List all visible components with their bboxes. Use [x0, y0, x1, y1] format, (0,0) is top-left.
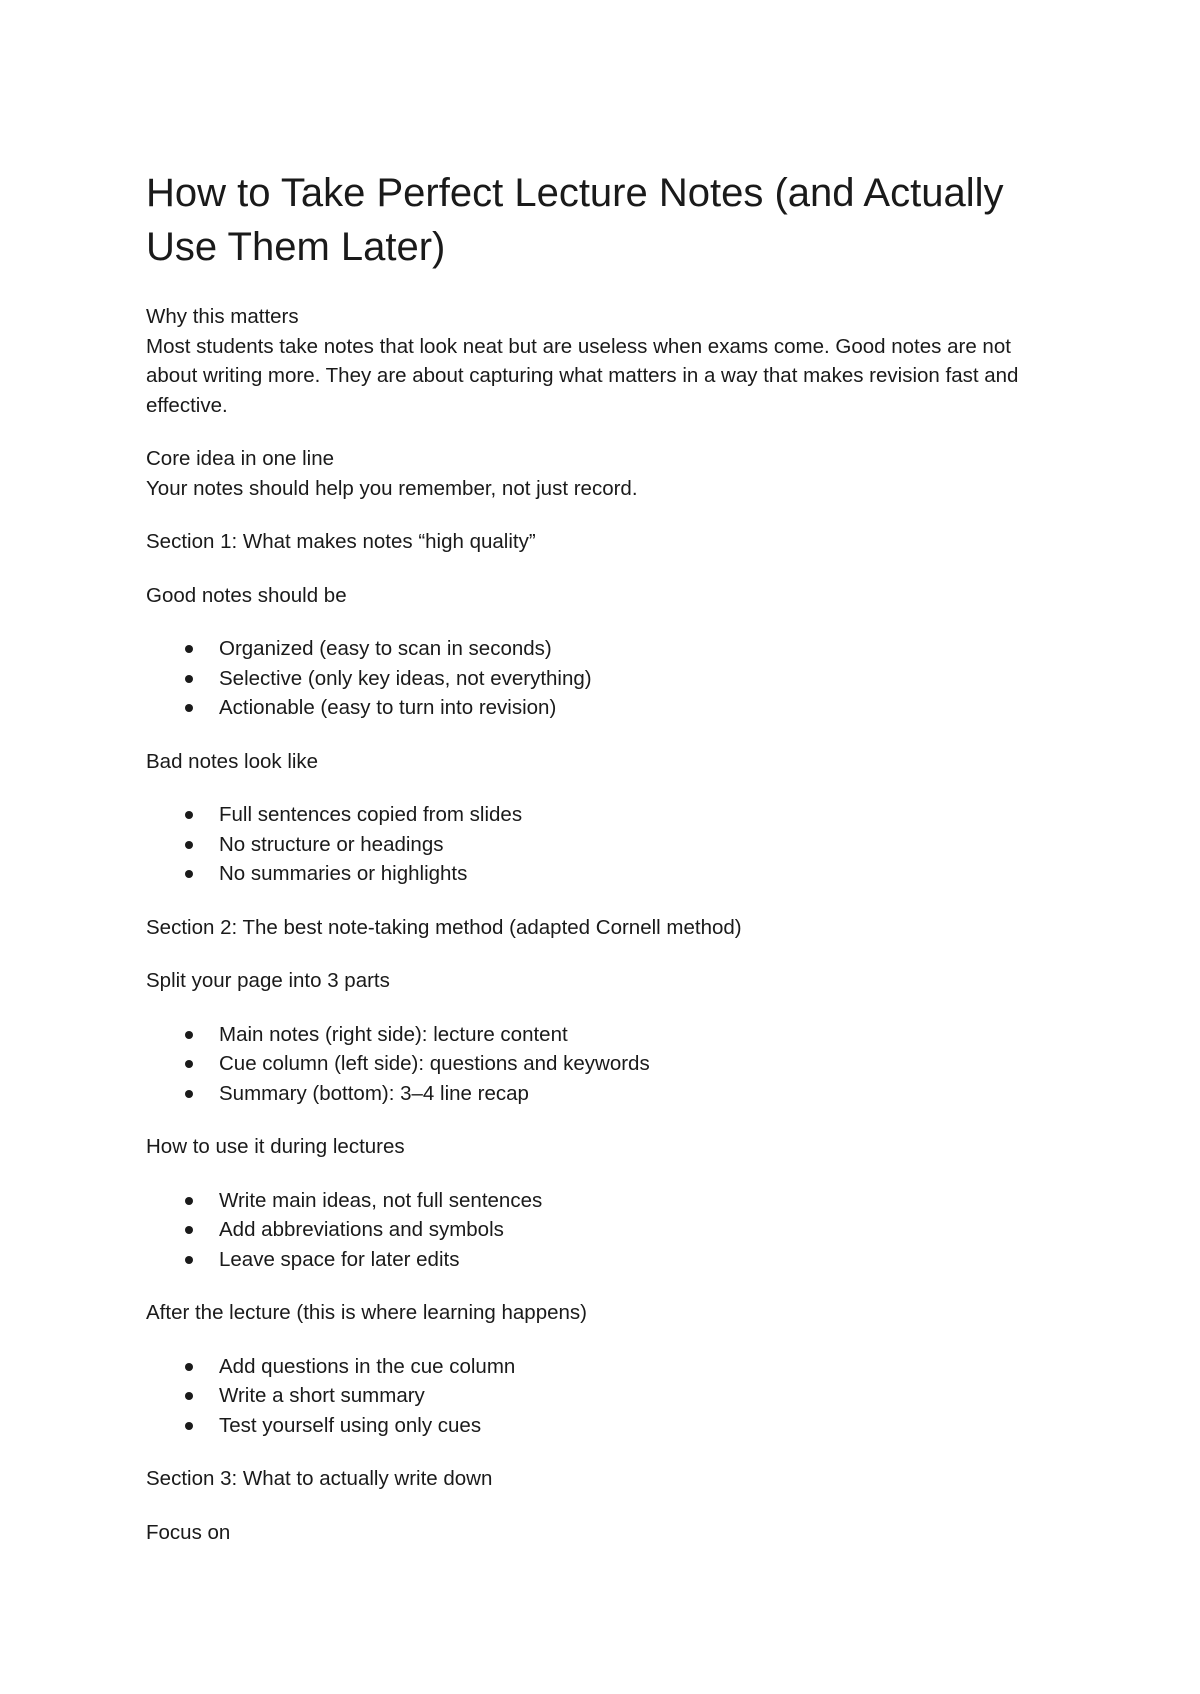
list-item	[146, 664, 1066, 694]
during-lectures-intro: How to use it during lectures	[146, 1135, 405, 1158]
section1-heading: Section 1: What makes notes “high quality”	[146, 530, 536, 553]
core-idea-block	[146, 444, 1066, 503]
why-this-matters-block	[146, 302, 1066, 420]
list-item-text: Leave space for later edits	[219, 1247, 460, 1271]
section2-heading: Section 2: The best note-taking method (adapted Cornell method)	[146, 915, 742, 939]
bullet-icon	[185, 1256, 193, 1264]
list-item	[146, 800, 1066, 830]
list-item	[146, 1215, 1066, 1245]
bullet-icon	[185, 811, 193, 819]
bullet-icon	[185, 1422, 193, 1430]
good-notes-intro: Good notes should be	[146, 583, 347, 607]
list-item-text: Add abbreviations and symbols	[219, 1218, 504, 1241]
bullet-icon	[185, 645, 193, 653]
list-item	[146, 1049, 1066, 1079]
bullet-icon	[185, 1197, 193, 1205]
bullet-icon	[185, 1392, 193, 1400]
list-item-text: Add questions in the cue column	[219, 1354, 516, 1378]
list-item-text: No summaries or highlights	[219, 862, 468, 885]
list-item-text: Organized (easy to scan in seconds)	[219, 637, 552, 660]
bullet-icon	[185, 1226, 193, 1234]
good-notes-list	[146, 634, 1066, 723]
list-item-text: Actionable (easy to turn into revision)	[219, 696, 557, 719]
after-lecture-intro: After the lecture (this is where learning happens)	[146, 1301, 587, 1324]
list-item-text: Full sentences copied from slides	[219, 803, 523, 826]
list-item	[146, 859, 1066, 889]
list-item-text: Main notes (right side): lecture content	[219, 1022, 568, 1046]
split-page-intro: Split your page into 3 parts	[146, 969, 390, 992]
bullet-icon	[185, 675, 193, 683]
list-item-text: No structure or headings	[219, 832, 444, 856]
list-item	[146, 1381, 1066, 1411]
list-item	[146, 1186, 1066, 1216]
bullet-icon	[185, 704, 193, 712]
bullet-icon	[185, 1090, 193, 1098]
bullet-icon	[185, 1363, 193, 1371]
core-body: Your notes should help you remember, not just record.	[146, 476, 638, 500]
list-item	[146, 1411, 1066, 1441]
document-page	[146, 166, 1066, 1571]
after-lecture-list	[146, 1352, 1066, 1441]
focus-on-intro: Focus on	[146, 1520, 231, 1544]
list-item-text: Summary (bottom): 3–4 line recap	[219, 1081, 529, 1105]
bad-notes-list	[146, 800, 1066, 889]
why-heading: Why this matters	[146, 305, 299, 328]
bullet-icon	[185, 841, 193, 849]
list-item-text: Selective (only key ideas, not everything)	[219, 666, 592, 690]
list-item	[146, 1020, 1066, 1050]
bad-notes-intro: Bad notes look like	[146, 749, 319, 773]
list-item	[146, 1079, 1066, 1109]
list-item	[146, 830, 1066, 860]
during-lectures-list	[146, 1186, 1066, 1275]
list-item	[146, 693, 1066, 723]
bullet-icon	[185, 870, 193, 878]
list-item	[146, 1352, 1066, 1382]
list-item-text: Write a short summary	[219, 1384, 425, 1407]
bullet-icon	[185, 1060, 193, 1068]
section3-heading: Section 3: What to actually write down	[146, 1467, 493, 1490]
core-heading: Core idea in one line	[146, 447, 335, 470]
list-item-text: Test yourself using only cues	[219, 1413, 482, 1437]
list-item	[146, 1245, 1066, 1275]
split-page-list	[146, 1020, 1066, 1109]
document-title: How to Take Perfect Lecture Notes (and Actually Use Them Later)	[146, 171, 1004, 269]
list-item	[146, 634, 1066, 664]
list-item-text: Write main ideas, not full sentences	[219, 1188, 543, 1212]
bullet-icon	[185, 1031, 193, 1039]
list-item-text: Cue column (left side): questions and keywords	[219, 1052, 650, 1075]
why-body: Most students take notes that look neat but are useless when exams come. Good notes are not about writing more. They are about capturing what matters in a way that makes revision fast and effective.	[146, 334, 1019, 417]
